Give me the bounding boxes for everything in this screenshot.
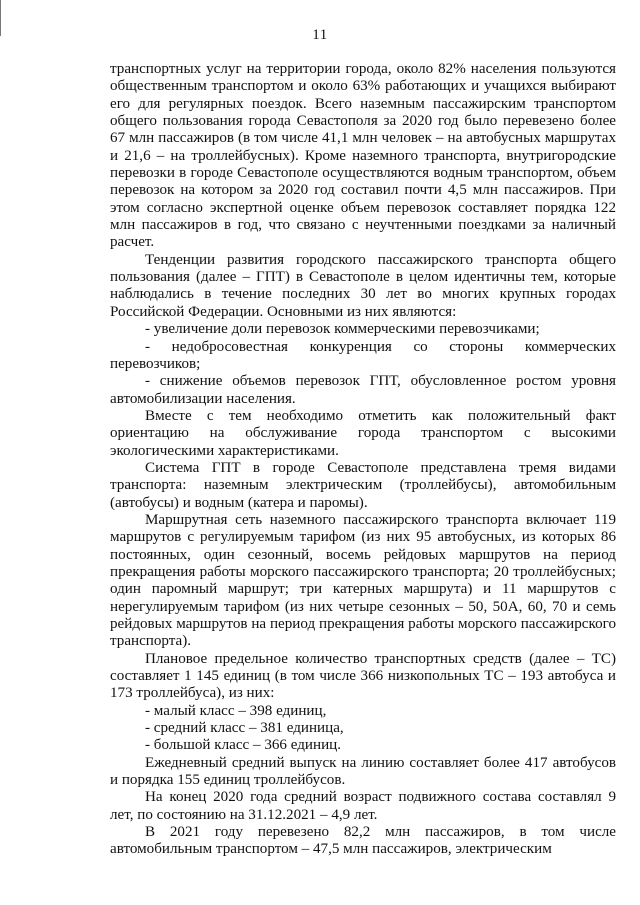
list-item: - увеличение доли перевозок коммерческими перевозчиками;	[145, 321, 540, 338]
list-item: - снижение объемов перевозок ГПТ, обусловленное ростом уровня автомобилизации населения.	[110, 373, 616, 407]
paragraph: Маршрутная сеть наземного пассажирского транспорта включает 119 маршрутов с регулируемым тарифом (из них 95 автобусных, из которых 86 постоянных, один сезонный, восемь рейдовых маршрутов на период прекращения работы морского пассажирского транспорта; 20 троллейбусных; один паромный маршрут; три катерных маршрута) и 11 маршрутов с нерегулируемым тарифом (из них четыре сезонных – 50, 50А, 60, 70 и семь рейдовых маршрутов на период прекращения работы морского пассажирского транспорта).	[110, 511, 616, 650]
paragraph: Плановое предельное количество транспортных средств (далее – ТС) составляет 1 145 единиц (в том числе 366 низкопольных ТС – 193 автобуса и 173 троллейбуса), из них:	[110, 650, 616, 702]
list-item: - малый класс – 398 единиц,	[145, 702, 327, 719]
paragraph: Тенденции развития городского пассажирского транспорта общего пользования (далее – ГПТ) в Севастополе в целом идентичны тем, которые наблюдались в течение последних 30 лет во многих крупных городах Российской Федерации. Основными из них являются:	[110, 251, 616, 320]
paragraph: В 2021 году перевезено 82,2 млн пассажиров, в том числе автомобильным транспортом – 47,5 млн пассажиров, электрическим	[110, 824, 616, 858]
paragraph: Система ГПТ в городе Севастополе представлена тремя видами транспорта: наземным электрическим (троллейбусы), автомобильным (автобусы) и водным (катера и паромы).	[110, 459, 616, 511]
page-number: 11	[312, 27, 328, 43]
list-item: - большой класс – 366 единиц.	[145, 737, 341, 754]
page-body	[110, 61, 616, 859]
list-item: - средний класс – 381 единица,	[145, 720, 344, 737]
paragraph: транспортных услуг на территории города, около 82% населения пользуются общественным транспортом и около 63% работающих и учащихся выбирают его для регулярных поездок. Всего наземным пассажирским транспортом общего пользования города Севастополя за 2020 год было перевезено более 67 млн пассажиров (в том числе 41,1 млн человек – на автобусных маршрутах и 21,6 – на троллейбусных). Кроме наземного транспорта, внутригородские перевозки в городе Севастополе осуществляются водным транспортом, объем перевозок на котором за 2020 год составил почти 4,5 млн пассажиров. При этом согласно экспертной оценке объем перевозок составляет порядка 122 млн пассажиров в год, что связано с неучтенными поездками за наличный расчет.	[110, 61, 616, 251]
paragraph: Ежедневный средний выпуск на линию составляет более 417 автобусов и порядка 155 единиц троллейбусов.	[110, 754, 616, 789]
list-item: - недобросовестная конкуренция со стороны коммерческих перевозчиков;	[110, 338, 616, 372]
paragraph: На конец 2020 года средний возраст подвижного состава составлял 9 лет, по состоянию на 31.12.2021 – 4,9 лет.	[110, 789, 616, 823]
paragraph: Вместе с тем необходимо отметить как положительный факт ориентацию на обслуживание города транспортом с высокими экологическими характеристиками.	[110, 407, 616, 459]
